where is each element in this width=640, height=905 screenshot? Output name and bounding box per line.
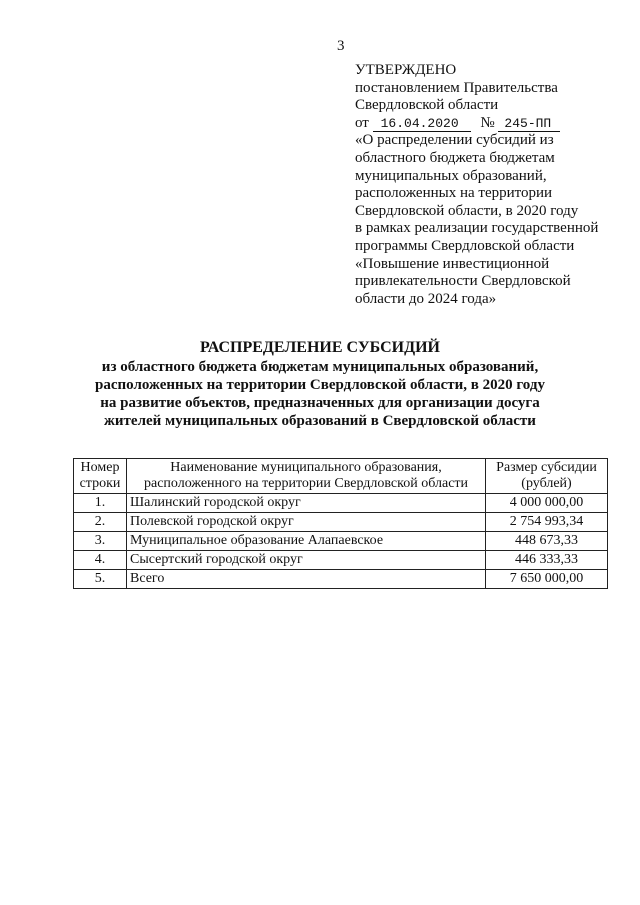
document-subtitle-line: из областного бюджета бюджетам муниципальных образований, [101,359,539,375]
date-prefix: от [355,114,369,131]
row-amount: 7 650 000,00 [486,570,608,589]
resolution-title-line: программы Свердловской области [355,237,575,254]
approval-line: постановлением Правительства [355,79,558,96]
resolution-title-line: муниципальных образований, [355,167,547,184]
document-subtitle-line: расположенных на территории Свердловской области, в 2020 году [95,377,545,393]
row-amount: 448 673,33 [486,532,608,551]
row-amount: 2 754 993,34 [486,513,608,532]
resolution-title-line: привлекательности Свердловской [355,273,571,290]
approval-line: Свердловской области [355,97,499,114]
row-number: 3. [74,532,127,551]
approval-number: 245-ПП [498,117,560,132]
resolution-title-line: «Повышение инвестиционной [355,255,550,272]
table-header-row [74,459,608,494]
header-number [74,459,127,494]
row-municipality: Сысертский городской округ [127,551,486,570]
header-number-line: строки [79,476,121,491]
document-heading [0,338,640,430]
approval-line: УТВЕРЖДЕНО [355,62,457,78]
resolution-title-line: Свердловской области, в 2020 году [355,202,579,219]
resolution-title-line: области до 2024 года» [355,290,497,307]
row-municipality: Всего [127,570,486,589]
page-number: 3 [337,38,345,54]
header-amount-line: (рублей) [521,476,572,491]
header-name [127,459,486,494]
row-municipality: Полевской городской округ [127,513,486,532]
row-number: 2. [74,513,127,532]
table-row [74,494,608,513]
document-title: РАСПРЕДЕЛЕНИЕ СУБСИДИЙ [199,339,440,356]
header-name-line: Наименование муниципального образования, [170,460,442,475]
resolution-title-line: расположенных на территории [355,185,553,202]
subsidy-table [73,458,608,589]
resolution-title-line: областного бюджета бюджетам [355,149,555,166]
row-municipality: Муниципальное образование Алапаевское [127,532,486,551]
resolution-title-line: в рамках реализации государственной [355,220,599,237]
approval-stamp [355,62,625,308]
table-row-total [74,570,608,589]
row-amount: 446 333,33 [486,551,608,570]
table-row [74,513,608,532]
header-name-line: расположенного на территории Свердловской области [143,476,469,491]
document-subtitle-line: на развитие объектов, предназначенных для организации досуга [100,395,540,411]
header-number-line: Номер [80,460,120,475]
row-number: 1. [74,494,127,513]
row-amount: 4 000 000,00 [486,494,608,513]
approval-date: 16.04.2020 [373,117,471,132]
row-number: 4. [74,551,127,570]
number-prefix: № [480,114,495,131]
header-amount [486,459,608,494]
resolution-title-line: «О распределении субсидий из [355,132,554,149]
table-row [74,551,608,570]
row-number: 5. [74,570,127,589]
header-amount-line: Размер субсидии [496,460,597,475]
row-municipality: Шалинский городской округ [127,494,486,513]
table-row [74,532,608,551]
document-subtitle-line: жителей муниципальных образований в Свердловской области [104,413,536,429]
approval-date-line [355,115,625,133]
